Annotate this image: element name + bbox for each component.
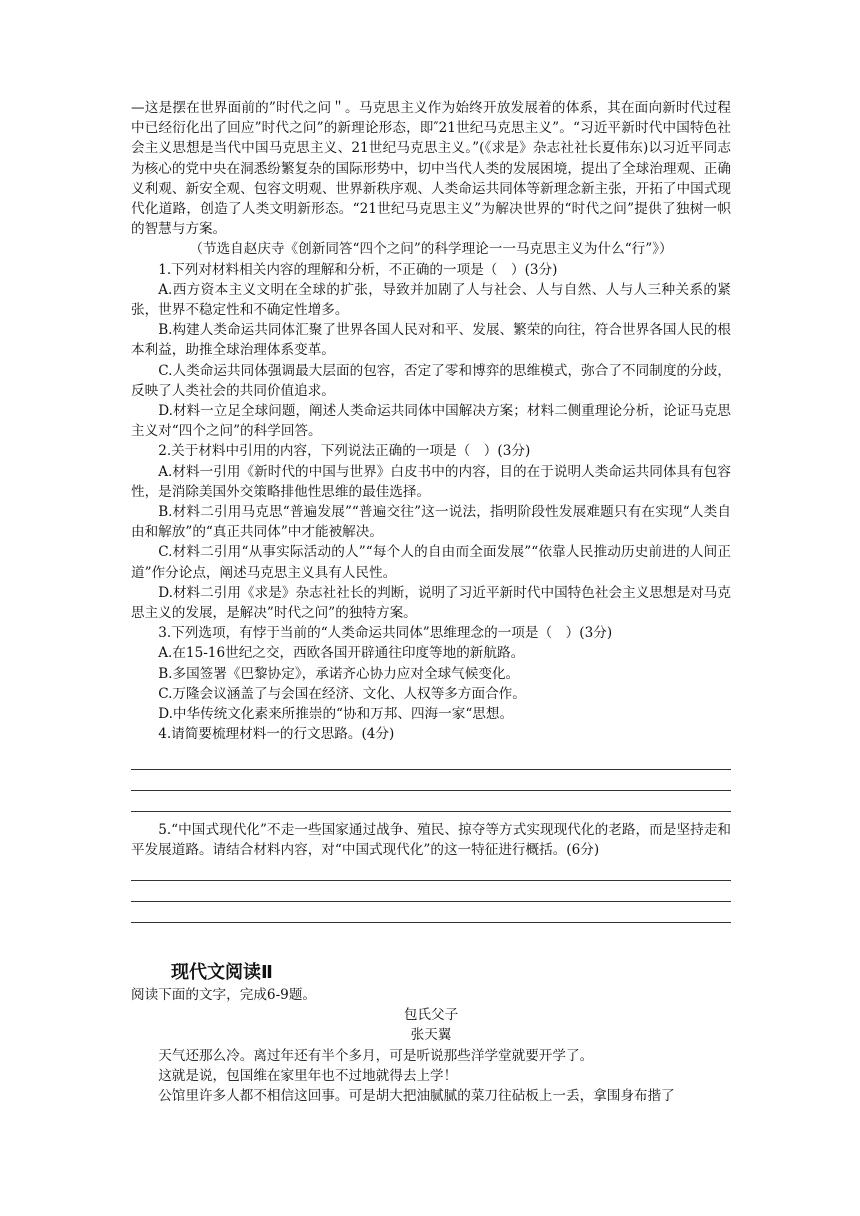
question-1-option-d: D.材料一立足全球问题，阐述人类命运共同体中国解决方案；材料二侧重理论分析，论证马克思主义对“四个之问”的科学回答。 — [131, 403, 731, 440]
question-1-option-c: C.人类命运共同体强调最大层面的包容，否定了零和博弈的思维模式，弥合了不同制度的分歧，反映了人类社会的共同价值追求。 — [131, 362, 731, 399]
question-3-option-d: D.中华传统文化素来所推崇的“协和万邦、四海一家“思想。 — [158, 706, 514, 723]
question-5-answer-lines — [131, 860, 731, 923]
document-page — [131, 98, 731, 1106]
question-1-option-a: A.西方资本主义文明在全球的扩张，导致并加剧了人与社会、人与自然、人与人三种关系的紧张，世界不稳定性和不确定性增多。 — [131, 281, 731, 319]
question-3-option-a: A.在15-16世纪之交，西欧各国开辟通往印度等地的新航路。 — [158, 645, 525, 662]
answer-line[interactable] — [131, 860, 731, 881]
question-1-stem: 1.下列对材料相关内容的理解和分析，不正确的一项是（ ）(3分) — [158, 261, 558, 278]
answer-line[interactable] — [131, 770, 731, 791]
question-3-option-c: C.万隆会议涵盖了与会国在经济、文化、人权等多方面合作。 — [158, 685, 526, 702]
question-2-option-b: B.材料二引用马克思“普遍发展”“普遍交往”这一说法，指明阶段性发展难题只有在实现“人类自由和解放”的“真正共同体”中才能被解决。 — [131, 504, 731, 541]
question-4-answer-lines — [131, 749, 731, 812]
story-title: 包氏父子 — [403, 1007, 459, 1024]
question-3-stem: 3.下列选项，有悖于当前的“人类命运共同体”思维理念的一项是（ ）(3分) — [158, 625, 613, 642]
answer-line[interactable] — [131, 902, 731, 923]
section-heading: 现代文阅读Ⅱ — [171, 961, 273, 983]
question-2-option-c: C.材料二引用“从事实际活动的人”“每个人的自由而全面发展”“依靠人民推动历史前进的人间正道”作分论点，阐述马克思主义具有人民性。 — [131, 544, 731, 581]
story-paragraph: 天气还那么冷。离过年还有半个多月，可是听说那些洋学堂就要开学了。 — [158, 1047, 594, 1064]
question-2-option-d: D.材料二引用《求是》杂志社社长的判断，说明了习近平新时代中国特色社会主义思想是对马克思主义的发展，是解决”时代之问”的独特方案。 — [131, 584, 731, 622]
answer-line[interactable] — [131, 749, 731, 770]
answer-line[interactable] — [131, 791, 731, 812]
section-instruction: 阅读下面的文字，完成6-9题。 — [131, 986, 317, 1003]
question-4-stem: 4.请简要梳理材料一的行文思路。(4分) — [158, 726, 395, 743]
story-author: 张天翼 — [410, 1027, 452, 1044]
question-1-option-b: B.构建人类命运共同体汇聚了世界各国人民对和平、发展、繁荣的向往，符合世界各国人民的根本利益，助推全球治理体系变革。 — [131, 322, 731, 359]
story-paragraph: 公馆里许多人都不相信这回事。可是胡大把油腻腻的菜刀往砧板上一丢，拿围身布揩了 — [158, 1087, 675, 1104]
question-2-option-a: A.材料一引用《新时代的中国与世界》白皮书中的内容，目的在于说明人类命运共同体具有包容性，是消除美国外交策略排他性思维的最佳选择。 — [131, 463, 731, 500]
question-5-stem: 5.“中国式现代化”不走一些国家通过战争、殖民、掠夺等方式实现现代化的老路，而是坚持走和平发展道路。请结合材料内容，对“中国式现代化”的这一特征进行概括。(6分) — [131, 821, 731, 858]
source-note: （节选自赵庆寺《创新同答“四个之问”的科学理论一一马克思主义为什么“行”》） — [189, 241, 673, 258]
question-2-stem: 2.关于材料中引用的内容，下列说法正确的一项是（ ）(3分) — [158, 443, 531, 460]
material-paragraph: —这是摆在世界面前的”时代之问＂。马克思主义作为始终开放发展着的体系，其在面向新时代过程中已经衍化出了回应”时代之问”的新理论形态，即″21世纪马克思主义”。“习近平新时代中国特色社会主义思想是当代中国马克思主义、21世纪马克思主义。”(《求是》杂志社社长夏伟东)以习近平同志为核心的党中央在洞悉纷繁复杂的国际形势中，切中当代人类的发展困境，提出了全球治理观、正确义利观、新安全观、包容文明观、世界新秩序观、人类命运共同体等新理念新主张，开拓了中国式现代化道路，创造了人类文明新形态。“21世纪马克思主义”为解决世界的“时代之问”提供了独树一帜的智慧与方案。 — [131, 100, 731, 238]
story-paragraph: 这就是说，包国维在家里年也不过地就得去上学！ — [158, 1067, 458, 1084]
answer-line[interactable] — [131, 881, 731, 902]
question-3-option-b: B.多国签署《巴黎协定》，承诺齐心协力应对全球气候变化。 — [158, 665, 520, 682]
